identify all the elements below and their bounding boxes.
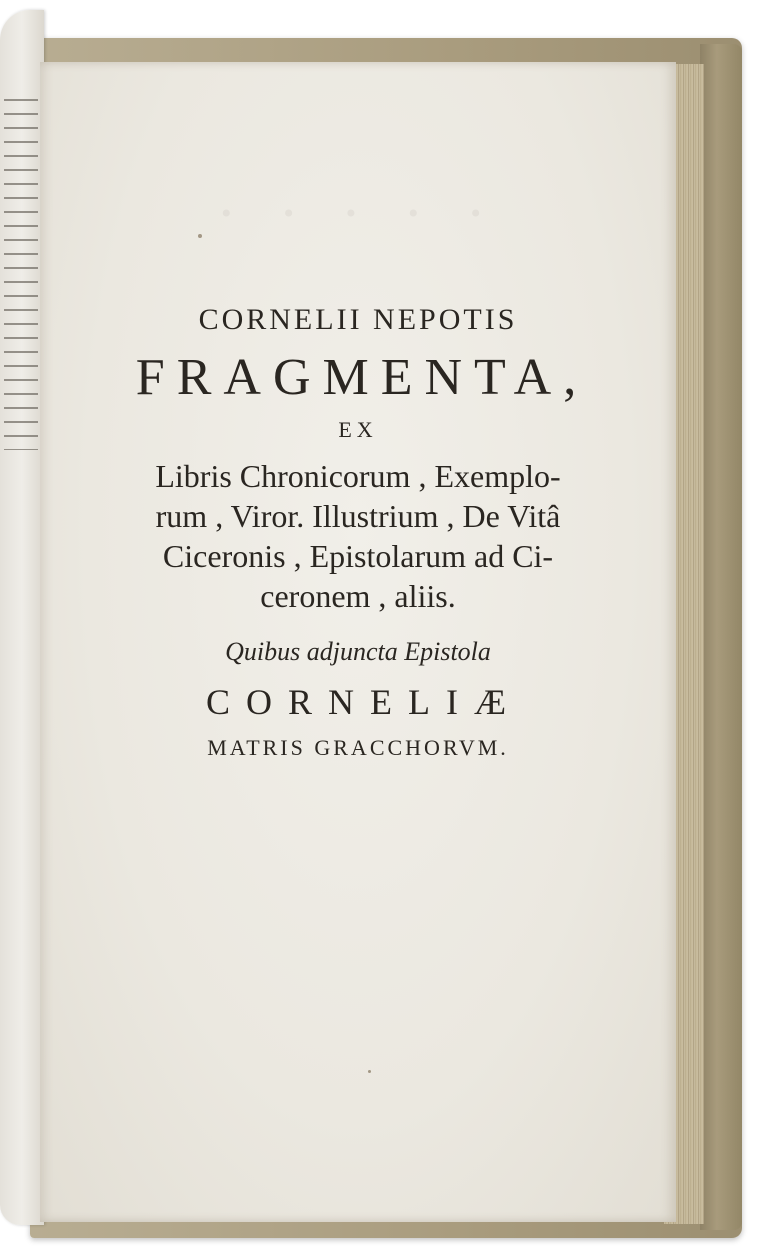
sources-line-2: rum , Viror. Illustrium , De Vitâ	[155, 498, 561, 534]
binding-spine-edge	[700, 44, 742, 1230]
ex-line: EX	[338, 417, 378, 442]
sources-line-4: ceronem , aliis.	[260, 578, 456, 614]
title-page	[40, 62, 676, 1222]
sources-line-1: Libris Chronicorum , Exemplo-	[155, 458, 561, 494]
italic-line: Quibus adjuncta Epistola	[225, 637, 491, 666]
matris-line: MATRIS GRACCHORVM.	[207, 735, 509, 760]
foxing-spot	[368, 1070, 371, 1073]
left-page-text-fragment	[4, 90, 38, 450]
sources-line-3: Ciceronis , Epistolarum ad Ci-	[162, 538, 554, 574]
left-facing-page	[0, 10, 44, 1225]
sources-paragraph	[78, 456, 638, 616]
author-line: CORNELII NEPOTIS	[198, 303, 518, 336]
title-line: FRAGMENTA,	[135, 349, 589, 406]
foxing-spot	[198, 234, 202, 238]
show-through-ghost-text: · · · · ·	[217, 182, 499, 245]
title-page-text	[40, 300, 676, 764]
corneliae-line: CORNELIÆ	[206, 682, 522, 722]
